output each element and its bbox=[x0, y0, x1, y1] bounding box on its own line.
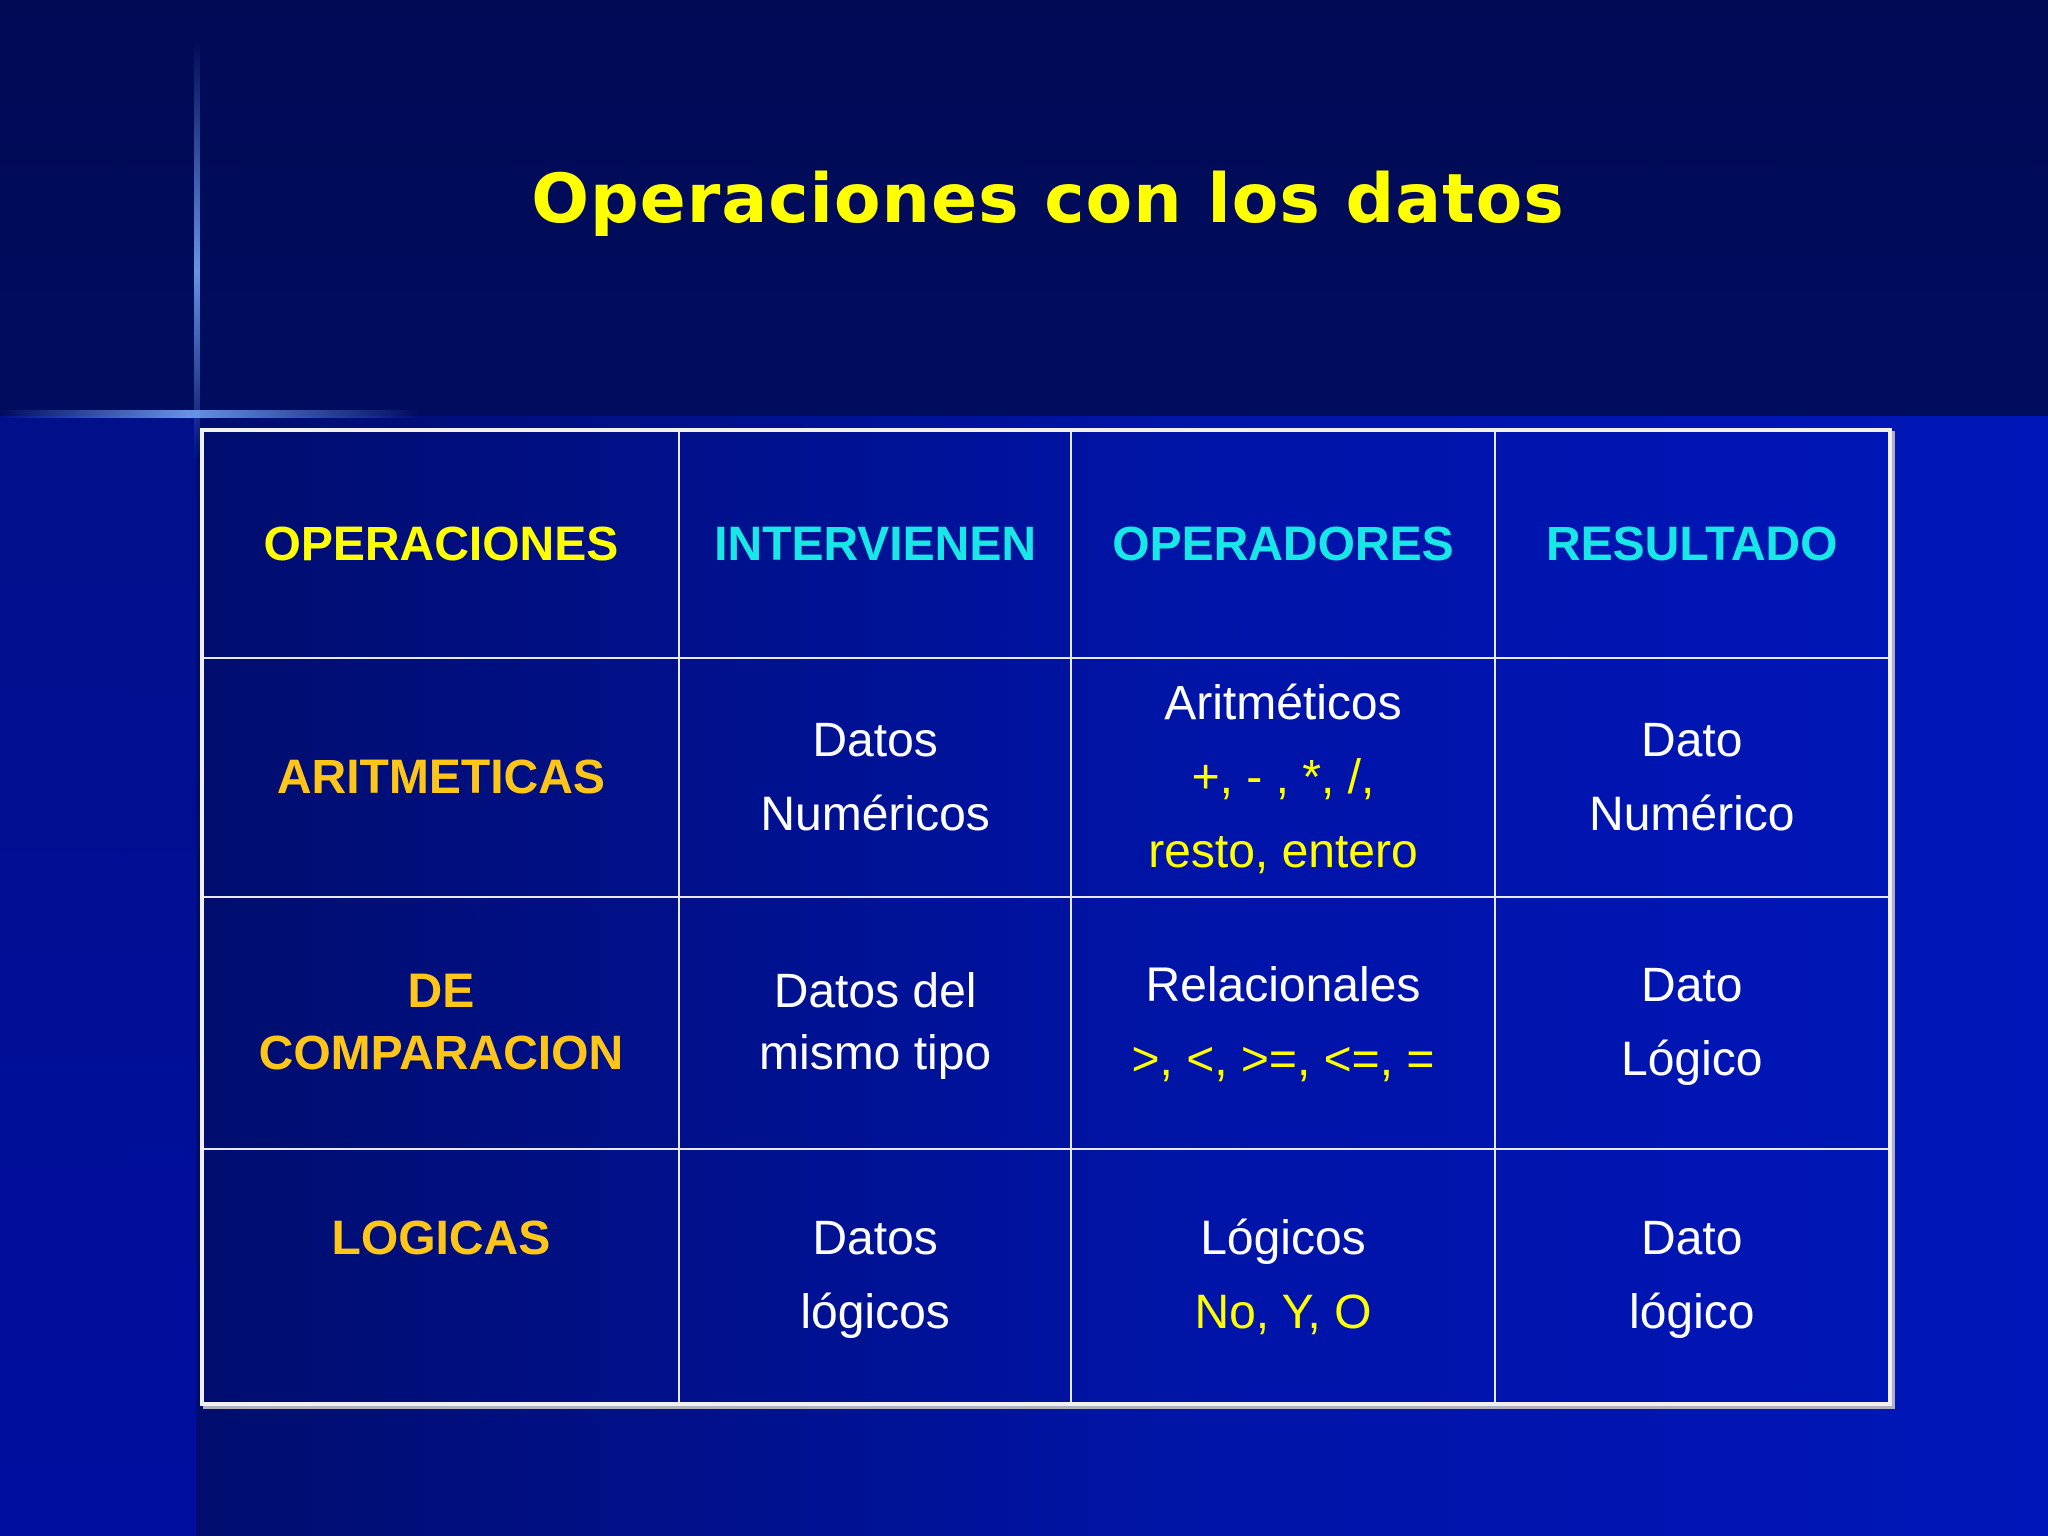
operator-type: Aritméticos bbox=[1164, 676, 1402, 730]
operator-symbols: +, - , *, /, bbox=[1191, 750, 1375, 804]
operadores-text bbox=[1082, 949, 1483, 1097]
operator-type: Relacionales bbox=[1145, 959, 1421, 1013]
operadores-cell bbox=[1071, 658, 1494, 896]
intervienen-cell bbox=[679, 897, 1072, 1150]
row-label-line: COMPARACION bbox=[258, 1027, 624, 1081]
header-operadores: OPERADORES bbox=[1071, 430, 1494, 658]
slide-title: Operaciones con los datos bbox=[531, 160, 1565, 239]
resultado-cell bbox=[1495, 658, 1891, 896]
resultado-text bbox=[1506, 704, 1879, 852]
intervienen-cell bbox=[679, 1149, 1072, 1404]
row-label-cell bbox=[202, 658, 679, 896]
operadores-cell bbox=[1071, 897, 1494, 1150]
intervienen-line: Datos bbox=[812, 1212, 938, 1266]
row-label-line: DE bbox=[407, 965, 475, 1019]
resultado-line: lógico bbox=[1629, 1286, 1755, 1340]
intervienen-line: mismo tipo bbox=[759, 1027, 992, 1081]
table-row-aritmeticas bbox=[202, 658, 1890, 896]
resultado-line: Numérico bbox=[1589, 787, 1795, 841]
operator-symbols: >, <, >=, <=, = bbox=[1131, 1033, 1435, 1087]
resultado-line: Lógico bbox=[1621, 1033, 1763, 1087]
intervienen-text bbox=[690, 704, 1061, 852]
intervienen-text bbox=[690, 1202, 1061, 1350]
resultado-text bbox=[1506, 949, 1879, 1097]
table-row-comparacion bbox=[202, 897, 1890, 1150]
resultado-line: Dato bbox=[1641, 959, 1743, 1013]
operator-symbols: resto, entero bbox=[1148, 824, 1418, 878]
resultado-text bbox=[1506, 1202, 1879, 1350]
resultado-cell bbox=[1495, 1149, 1891, 1404]
row-label-line: LOGICAS bbox=[331, 1212, 551, 1266]
intervienen-cell bbox=[679, 658, 1072, 896]
row-label bbox=[214, 1208, 668, 1270]
decorative-glow-horizontal bbox=[0, 410, 420, 418]
resultado-line: Dato bbox=[1641, 1212, 1743, 1266]
row-label bbox=[214, 747, 668, 809]
row-label-cell bbox=[202, 1149, 679, 1404]
operator-symbols: No, Y, O bbox=[1194, 1286, 1372, 1340]
intervienen-line: Datos del bbox=[773, 965, 977, 1019]
intervienen-line: Numéricos bbox=[760, 787, 990, 841]
decorative-glow-vertical bbox=[194, 40, 200, 460]
operations-table bbox=[200, 428, 1892, 1406]
operator-type: Lógicos bbox=[1200, 1212, 1366, 1266]
table-header-row bbox=[202, 430, 1890, 658]
row-label bbox=[214, 961, 668, 1085]
intervienen-line: Datos bbox=[812, 713, 938, 767]
intervienen-text bbox=[690, 961, 1061, 1085]
operadores-text bbox=[1082, 667, 1483, 889]
header-intervienen: INTERVIENEN bbox=[679, 430, 1072, 658]
resultado-line: Dato bbox=[1641, 713, 1743, 767]
header-operaciones: OPERACIONES bbox=[202, 430, 679, 658]
operadores-cell bbox=[1071, 1149, 1494, 1404]
header-resultado: RESULTADO bbox=[1495, 430, 1891, 658]
row-label-line: ARITMETICAS bbox=[276, 750, 605, 804]
row-label-cell bbox=[202, 897, 679, 1150]
background-left-band bbox=[0, 416, 196, 1536]
table-row-logicas bbox=[202, 1149, 1890, 1404]
resultado-cell bbox=[1495, 897, 1891, 1150]
intervienen-line: lógicos bbox=[800, 1286, 950, 1340]
operadores-text bbox=[1082, 1202, 1483, 1350]
